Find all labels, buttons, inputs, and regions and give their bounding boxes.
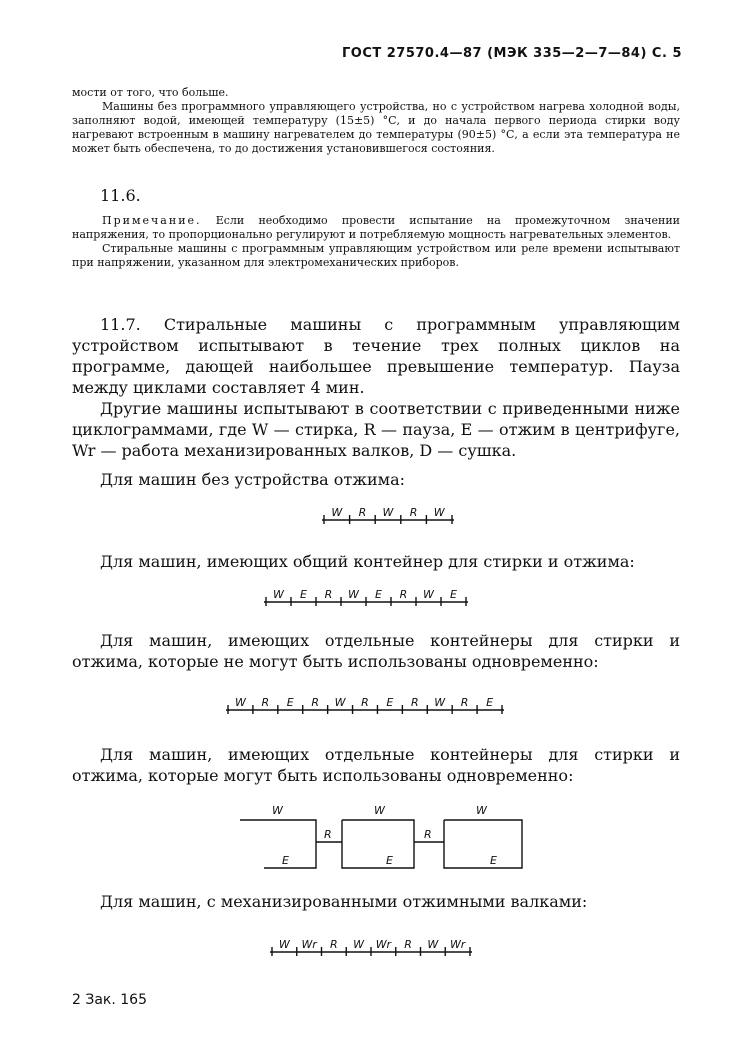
section-11-6-number: 11.6. <box>100 186 141 205</box>
note-label: Примечание. <box>102 214 202 227</box>
text-block-11-5-end <box>72 86 680 156</box>
cyclogram-mangle-rollers <box>266 930 476 958</box>
cyclogram-label-w: W <box>382 506 394 519</box>
cyclogram-label-w: W <box>331 506 343 519</box>
cyclogram-label-e: E <box>486 696 494 709</box>
cyclogram-separate-not-simultaneous <box>222 690 508 716</box>
cyclogram-label-r: R <box>409 506 418 519</box>
d4-bottom-label-3: E <box>490 854 497 867</box>
cyclogram-label-wr: Wr <box>375 938 391 951</box>
cyclogram-no-spin <box>318 500 458 526</box>
cycle-2-outline <box>342 820 414 868</box>
paragraph-cyclograms-legend: Другие машины испытывают в соответствии с приведенными ниже циклограммами, где W — стирка, R — пауза, E — отжим в центрифуге, Wr — работа механизированных валков, D — сушка. <box>72 399 680 460</box>
d4-top-label-3: W <box>476 804 487 817</box>
cyclogram-label-wr: Wr <box>301 938 317 951</box>
cyclogram-label-wr: Wr <box>450 938 466 951</box>
cyclogram-label-r: R <box>361 696 369 709</box>
page-header: ГОСТ 27570.4—87 (МЭК 335—2—7—84) С. 5 <box>341 46 682 61</box>
caption-separate-not-simultaneous-text: Для машин, имеющих отдельные контейнеры для стирки и отжима, которые не могут быть использованы одновременно: <box>72 631 680 671</box>
cyclogram-label-r: R <box>330 938 338 951</box>
text-block-11-6 <box>72 214 680 270</box>
d4-bottom-label-1: E <box>282 854 289 867</box>
cyclogram-label-w: W <box>423 588 434 601</box>
cyclogram-label-r: R <box>460 696 469 709</box>
cyclogram-label-w: W <box>353 938 365 951</box>
note-text: Если необходимо провести испытание на промежуточном значении напряжения, то пропорционально регулируют и потребляемую мощность нагревательных элементов. <box>72 214 680 241</box>
cyclogram-label-r: R <box>311 696 320 709</box>
cyclogram-label-r: R <box>410 696 419 709</box>
text-block-11-7 <box>72 314 680 461</box>
cyclogram-common-container <box>260 582 472 608</box>
cyclogram-label-e: E <box>450 588 457 601</box>
paragraph-11-7: 11.7. Стиральные машины с программным управляющим устройством испытывают в течение трех полных циклов на программе, дающей наибольшее превышение температур. Пауза между циклами составляет 4 мин. <box>72 315 680 397</box>
cyclogram-label-w: W <box>434 696 446 709</box>
cyclogram-label-r: R <box>399 588 408 601</box>
cyclogram-label-w: W <box>273 588 284 601</box>
d4-top-label-2: W <box>374 804 385 817</box>
cyclogram-label-e: E <box>300 588 307 601</box>
paragraph-cold-water-heating: Машины без программного управляющего устройства, но с устройством нагрева холодной воды, заполняют водой, имеющей температуру (15±5) °С, и до начала первого периода стирки воду нагревают встроенным в машину нагревателем до температуры (90±5) °С, а если эта температура не может быть обеспечена, то до достижения установившегося состояния. <box>72 100 680 155</box>
cyclogram-label-r: R <box>404 938 412 951</box>
caption-separate-simultaneous <box>72 744 680 786</box>
cyclogram-label-w: W <box>235 696 246 709</box>
cyclogram-label-w: W <box>433 506 445 519</box>
cyclogram-label-e: E <box>386 696 394 709</box>
d4-top-label-1: W <box>272 804 283 817</box>
cyclogram-label-e: E <box>375 588 382 601</box>
caption-separate-simultaneous-text: Для машин, имеющих отдельные контейнеры для стирки и отжима, которые могут быть использованы одновременно: <box>72 745 680 785</box>
cyclogram-label-w: W <box>334 696 346 709</box>
paragraph-program-device-voltage: Стиральные машины с программным управляющим устройством или реле времени испытывают при напряжении, указанном для электромеханических приборов. <box>72 242 680 269</box>
cyclogram-label-r: R <box>261 696 270 709</box>
caption-common-container: Для машин, имеющих общий контейнер для стирки и отжима: <box>100 552 635 571</box>
cyclogram-label-w: W <box>427 938 439 951</box>
page-footer: 2 Зак. 165 <box>72 992 147 1008</box>
caption-separate-not-simultaneous <box>72 630 680 672</box>
cyclogram-label-r: R <box>358 506 367 519</box>
caption-no-spin: Для машин без устройства отжима: <box>100 470 405 489</box>
d4-bottom-label-2: E <box>386 854 393 867</box>
cyclogram-label-r: R <box>324 588 333 601</box>
caption-mangle-rollers: Для машин, с механизированными отжимными валками: <box>100 892 588 911</box>
cycle-3-outline <box>444 820 522 868</box>
note-paragraph <box>72 214 680 242</box>
cyclogram-label-w: W <box>278 938 290 951</box>
paragraph-continuation: мости от того, что больше. <box>72 86 229 99</box>
cyclogram-label-w: W <box>348 588 359 601</box>
d4-pause-label-1: R <box>324 828 332 841</box>
cycle-1-outline <box>240 820 316 868</box>
cyclogram-separate-simultaneous <box>236 798 532 876</box>
d4-pause-label-2: R <box>424 828 432 841</box>
cyclogram-label-e: E <box>286 696 294 709</box>
